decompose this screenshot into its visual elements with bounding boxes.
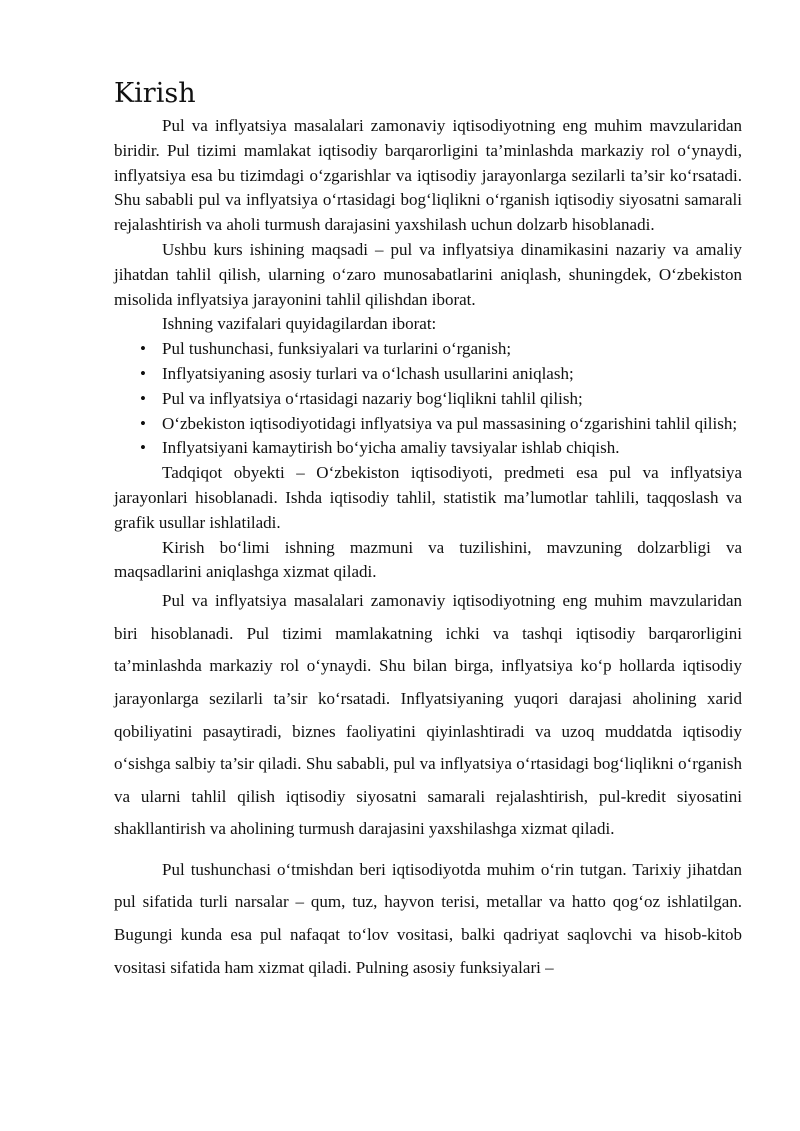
tasks-intro: Ishning vazifalari quyidagilardan iborat: — [162, 314, 437, 334]
list-item — [114, 412, 742, 437]
task-text: Pul tushunchasi, funksiyalari va turlarini o‘rganish; — [162, 339, 512, 359]
body-paragraph-1: Pul va inflyatsiya masalalari zamonaviy iqtisodiyotning eng muhim mavzularidan biri hisoblanadi. Pul tizimi mamlakatning ichki va tashqi iqtisodiy barqarorligini ta’minlashda markaziy rol o‘ynaydi. Shu bilan birga, inflyatsiya ko‘p hollarda iqtisodiy jarayonlarga sezilarli ta’sir ko‘rsatadi. Inflyatsiyaning yuqori darajasi aholining xarid qobiliyatini pasaytiradi, biznes faoliyatini qiyinlashtiradi va uzoq muddatda iqtisodiy o‘sishga salbiy ta’sir qiladi. Shu sababli, pul va inflyatsiya o‘rtasidagi bog‘liqlikni o‘rganish va ularni tahlil qilish iqtisodiy siyosatni samarali rejalashtirish, pul-kredit siyosatini shakllantirish va aholining turmush darajasini yaxshilashga xizmat qiladi. — [114, 591, 742, 839]
task-text: Pul va inflyatsiya o‘rtasidagi nazariy bog‘liqlikni tahlil qilish; — [162, 388, 583, 408]
intro-paragraph-2: Ushbu kurs ishining maqsadi – pul va inflyatsiya dinamikasini nazariy va amaliy jihatdan tahlil qilish, ularning o‘zaro munosabatlarini aniqlash, shuningdek, O‘zbekiston misolida inflyatsiya jarayonini tahlil qilishdan iborat. — [114, 239, 742, 309]
list-item — [114, 387, 742, 412]
bullet-icon: • — [140, 388, 146, 408]
bullet-icon: • — [140, 438, 146, 458]
bullet-icon: • — [140, 339, 146, 359]
body-paragraph-2: Pul tushunchasi o‘tmishdan beri iqtisodiyotda muhim o‘rin tutgan. Tarixiy jihatdan pul sifatida turli narsalar – qum, tuz, hayvon terisi, metallar va hatto qog‘oz ishlatilgan. Bugungi kunda esa pul nafaqat to‘lov vositasi, balki qadriyat saqlovchi va hisob-kitob vositasi sifatida ham xizmat qiladi. Pulning asosiy funksiyalari – — [114, 859, 742, 977]
intro-purpose-paragraph: Kirish bo‘limi ishning mazmuni va tuzilishini, mavzuning dolzarbligi va maqsadlarini aniqlashga xizmat qiladi. — [114, 537, 742, 582]
list-item — [114, 436, 742, 461]
task-text: O‘zbekiston iqtisodiyotidagi inflyatsiya va pul massasining o‘zgarishini tahlil qilish; — [162, 413, 738, 433]
task-text: Inflyatsiyaning asosiy turlari va o‘lchash usullarini aniqlash; — [162, 363, 574, 383]
bullet-icon: • — [140, 413, 146, 433]
task-text: Inflyatsiyani kamaytirish bo‘yicha amaliy tavsiyalar ishlab chiqish. — [162, 438, 620, 458]
list-item — [114, 362, 742, 387]
tasks-list — [114, 337, 742, 461]
bullet-icon: • — [140, 363, 146, 383]
intro-paragraph-1: Pul va inflyatsiya masalalari zamonaviy iqtisodiyotning eng muhim mavzularidan biridir. Pul tizimi mamlakat iqtisodiy barqarorligini ta’minlashda markaziy rol o‘ynaydi, inflyatsiya esa bu tizimdagi o‘zgarishlar va iqtisodiy jarayonlarga sezilarli ta’sir ko‘rsatadi. Shu sababli pul va inflyatsiya o‘rtasidagi bog‘liqlikni o‘rganish iqtisodiy siyosatni samarali rejalashtirish va aholi turmush darajasini yaxshilash uchun dolzarb hisoblanadi. — [114, 116, 742, 235]
section-heading: Kirish — [114, 78, 196, 109]
list-item — [114, 337, 742, 362]
paragraph-spacer — [114, 846, 742, 854]
research-object-paragraph: Tadqiqot obyekti – O‘zbekiston iqtisodiyoti, predmeti esa pul va inflyatsiya jarayonlari hisoblanadi. Ishda iqtisodiy tahlil, statistik ma’lumotlar tahlili, taqqoslash va grafik usullar ishlatiladi. — [114, 463, 742, 532]
